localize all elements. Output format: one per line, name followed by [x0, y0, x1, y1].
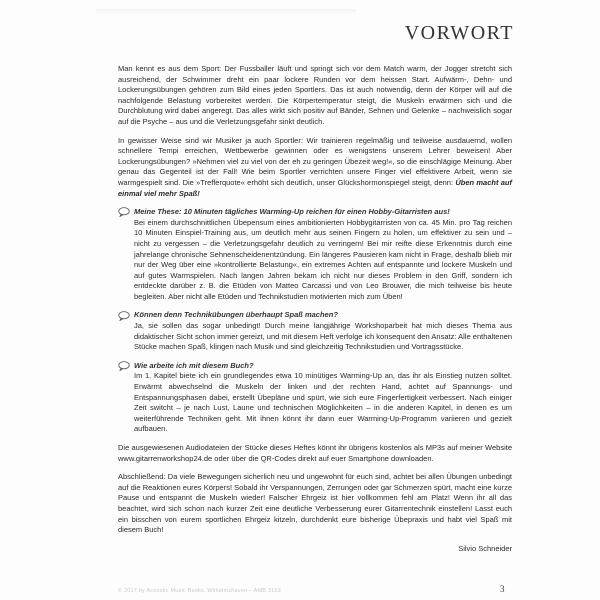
speech-bubble-icon	[118, 311, 130, 321]
intro-paragraph-2-text: In gewisser Weise sind wir Musiker ja auch Sportler: Wir trainieren regelmäßig und teilweise ausdauernd, wollen schnellere Tempi erreichen, Wettbewerbe gewinnen oder es wenigstens unserem Lehrer beweisen! Aber Lockerungsübungen? »Nehmen viel zu viel von der eh zu geringen Übezeit weg!«, so die einschlägige Meinung. Aber genau das Gegenteil ist der Fall! Wie beim Sportler verrichten unsere Finger viel effektivere Arbeit, wenn sie warmgespielt sind. Die »Trefferquote« erhöht sich deutlich, unser Glückshormonspiegel steigt, denn:	[118, 135, 512, 187]
text-column	[118, 64, 512, 554]
section-body: Bei einem durchschnittlichen Übepensum eines ambitionierten Hobbygitarristen von ca. 45 Min. pro Tag reichen 10 Minuten Einspiel-Training aus, um deutlich mehr aus seinen Fingern zu holen, um effektiver zu sein und – nicht zu vergessen – die Verletzungsgefahr deutlich zu verringern! Bei mir reifte diese Erkenntnis durch eine jahrelange chronische Sehnenscheidenentzündung. Ein längeres Pausieren kam nicht in Frage, deshalb blieb mir nur der Weg über eine »kontrollierte Belastung«, ein extremes Achten auf entspannte und lockere Muskeln und auf gutes Warmspielen. Nach langen Jahren bekam ich nicht nur dieses Problem in den Griff, sondern ich entdeckte darüber z. B. die Etüden von Matteo Carcassi und von Leo Brouwer, die mich teilweise bis heute begleiten. Aber nicht alle Etüden und Technikstudien motivierten mich zum Üben!	[134, 217, 512, 301]
section-heading	[118, 361, 512, 372]
section-heading-text: Wie arbeite ich mit diesem Buch?	[134, 360, 254, 370]
section-body: Im 1. Kapitel biete ich ein grundlegendes etwa 10 minütiges Warming-Up an, das ihr als Einstieg nutzen solltet. Erwärmt abwechselnd die Muskeln der linken und der rechten Hand, achtet auf Spannungs- und Entspannungsphasen dabei, erstellt Übepläne und spürt, wie sich eure Fingerfertigkeit verbessert. Nach einiger Zeit switcht – je nach Lust, Laune und technischen Möglichkeiten – in die anderen Kapitel, in denen es um weiterführende Techniken geht. Mit ihnen könnt ihr dann euer Warming-Up-Programm variieren und gezielt aufbauen.	[134, 371, 512, 434]
top-shadow-strip	[96, 9, 356, 17]
section-thesis	[118, 207, 512, 302]
speech-bubble-icon	[118, 361, 130, 371]
intro-paragraph-1: Man kennt es aus dem Sport: Der Fussballer läuft und springt sich vor dem Match warm, der Jogger stretcht sich ausreichend, der Schwimmer dreht ein paar lockere Runden vor dem heissen Start. Aufwärm-, Dehn- und Lockerungsübungen gehören zum Bild eines jeden Sportlers. Das ist auch notwendig, denn der Körper will auf die nachfolgende Belastung vorbereitet werden. Die Körpertemperatur steigt, die Muskeln erwärmen sich und die Durchblutung wird dabei angeregt. Das alles wirkt sich positiv auf Bänder, Sehnen und Gelenke – nachweislich sogar auf die Psyche – aus und die Verletzungsgefahr sinkt deutlich.	[118, 64, 512, 126]
section-heading-text: Können denn Technikübungen überhaupt Spaß machen?	[134, 310, 338, 320]
section-heading	[118, 207, 512, 218]
author-signature: Silvio Schneider	[458, 543, 512, 553]
page-number: 3	[500, 584, 505, 594]
section-heading-text: Meine These: 10 Minuten tägliches Warming-Up reichen für einen Hobby-Gitarristen aus!	[134, 207, 450, 217]
audio-note-paragraph: Die ausgewiesenen Audiodateien der Stücke dieses Heftes könnt ihr übrigens kostenlos als MP3s auf meiner Website www.gitarrenworkshop24.de oder über die QR-Codes direkt auf euer Smartphone downloaden.	[118, 443, 512, 463]
chapter-title: VORWORT	[404, 22, 514, 44]
closing-paragraph: Abschließend: Da viele Bewegungen sicherlich neu und ungewohnt für euch sind, achtet bei allen Übungen unbedingt auf die Reaktionen eures Körpers! Sobald ihr Verspannungen, Zerrungen oder gar Schmerzen spürt, macht eine kurze Pause und entspannt die Muskeln wieder! Falscher Ehrgeiz ist hier vollkommen fehl am Platz! Wenn ihr all das beachtet, wird sich schon nach kurzer Zeit eine deutliche Verbesserung eurer Gitarrentechnik einstellen! Lasst euch ein bisschen von eurem sportlichen Ehrgeiz kitzeln, durchdenkt eure bisherige Übepraxis und habt viel Spaß mit diesem Buch!	[118, 472, 512, 535]
intro-emphasis: Üben macht auf einmal viel mehr Spaß!	[118, 177, 512, 198]
intro-paragraph-2	[118, 136, 512, 200]
section-howto	[118, 361, 512, 435]
speech-bubble-icon	[118, 207, 130, 217]
section-body: Ja, sie sollen das sogar unbedingt! Durch meine langjährige Workshoparbeit hat mich dieses Thema aus didaktischer Sicht schon immer gereizt, und mit diesem Heft verfolge ich konsequent den Ansatz: Alle enthaltenen Stücke machen Spaß, klingen nach Musik und sind gleichzeitig Technikstudien und Vortragsstücke.	[134, 321, 512, 352]
section-fun	[118, 310, 512, 352]
footer-copyright: © 2017 by Acoustic Music Books, Wilhelmshaven – AMB 3163	[118, 588, 281, 594]
section-heading	[118, 310, 512, 321]
